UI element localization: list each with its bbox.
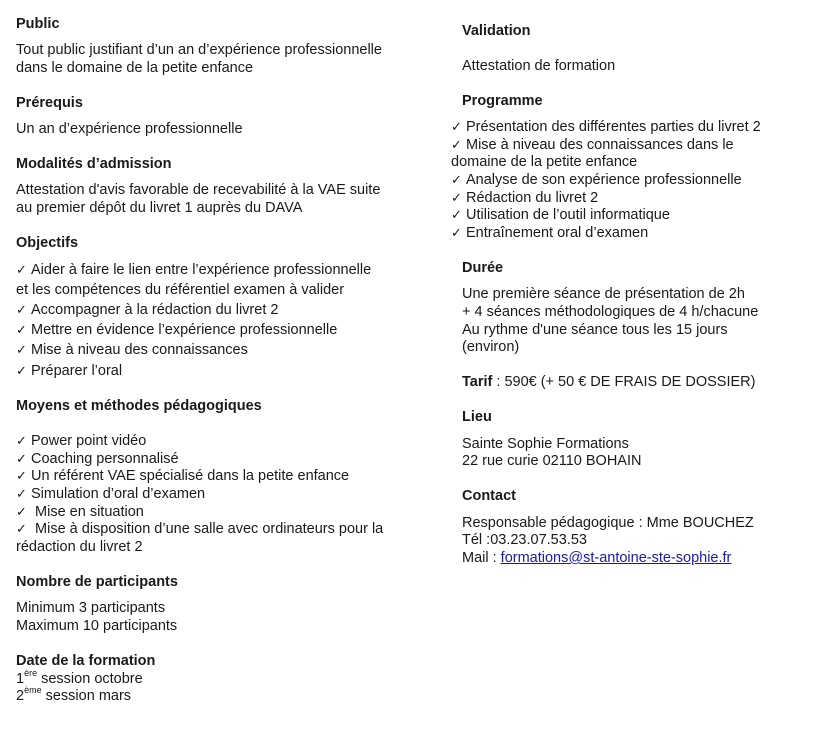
contact-tel: Tél :03.23.07.53.53 [462, 532, 587, 548]
programme-item: ✓ Analyse de son expérience professionnelle [451, 171, 742, 189]
programme-item: ✓ Entraînement oral d’examen [451, 224, 648, 242]
objectif-item-continued: et les compétences du référentiel examen à valider [16, 282, 345, 298]
objectif-item: ✓ Préparer l’oral [16, 362, 122, 380]
programme-item: ✓ Présentation des différentes parties du livret 2 [451, 118, 761, 136]
admission-title: Modalités d’admission [16, 156, 172, 172]
contact-mail-line [451, 549, 731, 567]
duree-title: Durée [462, 260, 504, 276]
tarif-value: : 590€ (+ 50 € DE FRAIS DE DOSSIER) [492, 374, 756, 390]
session-2: 2ème session mars [16, 685, 132, 704]
session-1: 1ère session octobre [16, 668, 143, 687]
programme-item: ✓ Mise à niveau des connaissances dans le [451, 136, 734, 154]
tarif-label: Tarif [462, 374, 493, 390]
programme-item: ✓ Utilisation de l’outil informatique [451, 206, 670, 224]
programme-item: ✓ Rédaction du livret 2 [451, 189, 598, 207]
public-title: Public [16, 16, 60, 32]
moyens-item: ✓ Mise à disposition d’une salle avec ordinateurs pour la [16, 520, 420, 538]
lieu-line2: 22 rue curie 02110 BOHAIN [462, 453, 642, 469]
prerequis-text: Un an d’expérience professionnelle [16, 121, 243, 137]
lieu-title: Lieu [462, 409, 492, 425]
moyens-item: ✓ Coaching personnalisé [16, 450, 179, 468]
objectif-item: ✓ Mettre en évidence l’expérience professionnelle [16, 321, 337, 339]
programme-item-continued: domaine de la petite enfance [451, 154, 638, 170]
public-line1: Tout public justifiant d’un an d’expérience professionnelle [16, 42, 382, 58]
moyens-title: Moyens et méthodes pédagogiques [16, 398, 262, 414]
contact-title: Contact [462, 488, 516, 504]
moyens-item: ✓ Power point vidéo [16, 432, 146, 450]
participants-title: Nombre de participants [16, 574, 178, 590]
mail-label: Mail : [462, 550, 501, 566]
participants-max: Maximum 10 participants [16, 618, 178, 634]
lieu-line1: Sainte Sophie Formations [462, 436, 629, 452]
participants-min: Minimum 3 participants [16, 600, 166, 616]
moyens-item: ✓ Mise en situation [16, 503, 144, 521]
email-link[interactable]: formations@st-antoine-ste-sophie.fr [500, 550, 732, 566]
moyens-item: ✓ Un référent VAE spécialisé dans la petite enfance [16, 467, 349, 485]
contact-responsable: Responsable pédagogique : Mme BOUCHEZ [462, 515, 754, 531]
programme-title: Programme [462, 93, 543, 109]
validation-text: Attestation de formation [462, 58, 616, 74]
validation-title: Validation [462, 23, 531, 39]
objectif-item: ✓ Aider à faire le lien entre l’expérience professionnelle [16, 261, 371, 279]
moyens-item: ✓ Simulation d’oral d’examen [16, 485, 205, 503]
public-line2: dans le domaine de la petite enfance [16, 60, 254, 76]
objectifs-title: Objectifs [16, 235, 79, 251]
duree-line: Au rythme d'une séance tous les 15 jours [462, 322, 728, 338]
admission-line1: Attestation d'avis favorable de recevabilité à la VAE suite [16, 182, 381, 198]
admission-line2: au premier dépôt du livret 1 auprès du DAVA [16, 200, 303, 216]
date-title: Date de la formation [16, 653, 156, 669]
duree-line: Une première séance de présentation de 2h [462, 286, 745, 302]
moyens-item-continued: rédaction du livret 2 [16, 539, 143, 555]
tarif-line [451, 373, 755, 391]
objectif-item: ✓ Mise à niveau des connaissances [16, 341, 248, 359]
duree-line: (environ) [462, 339, 520, 355]
prerequis-title: Prérequis [16, 95, 83, 111]
duree-line: + 4 séances méthodologiques de 4 h/chacune [462, 304, 759, 320]
objectif-item: ✓ Accompagner à la rédaction du livret 2 [16, 301, 278, 319]
